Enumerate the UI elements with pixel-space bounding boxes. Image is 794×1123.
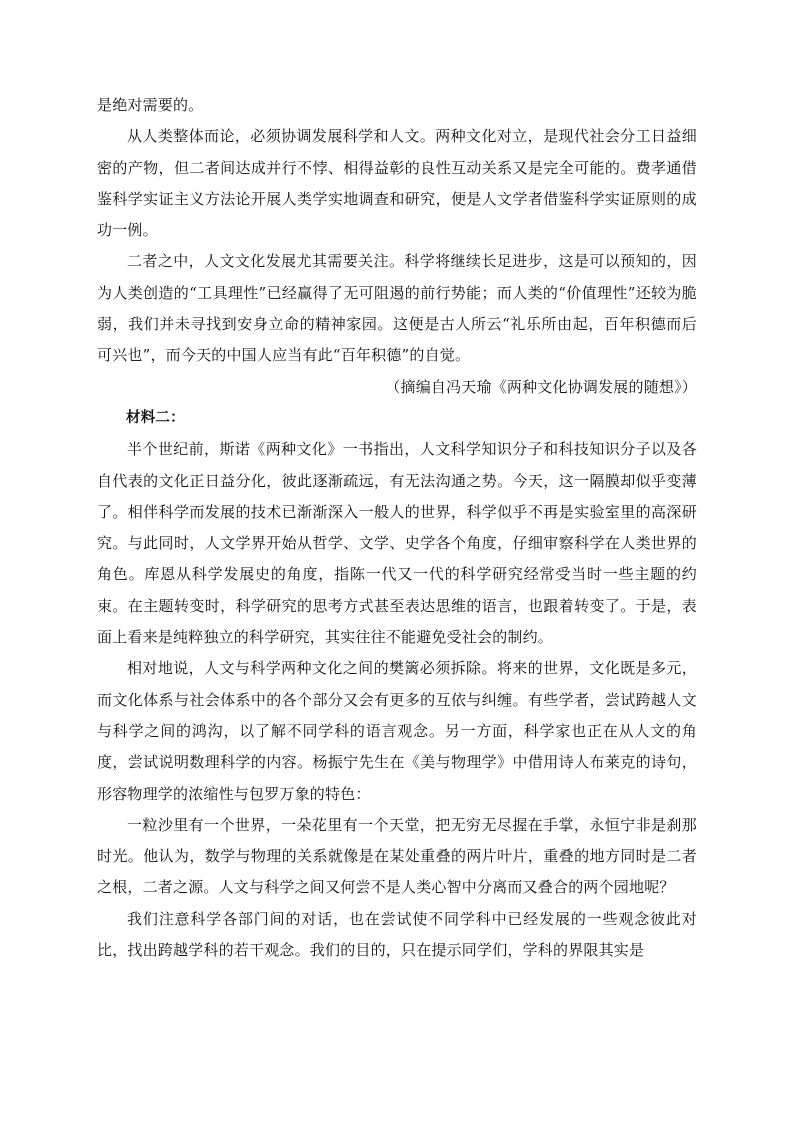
section-heading: 材料二： — [126, 409, 185, 426]
paragraph: 半个世纪前，斯诺《两种文化》一书指出，人文科学知识分子和科技知识分子以及各自代表的文化正日益分化，彼此逐渐疏远，有无法沟通之势。今天，这一隔膜却似乎变薄了。相伴科学而发展的技术已渐渐深入一般人的世界，科学似乎不再是实验室里的高深研究。与此同时，人文学界开始从哲学、文学、史学各个角度，仔细审察科学在人类世界的角色。库恩从科学发展史的角度，指陈一代又一代的科学研究经常受当时一些主题的约束。在主题转变时，科学研究的思考方式甚至表达思维的语言，也跟着转变了。于是，表面上看来是纯粹独立的科学研究，其实往往不能避免受社会的制约。 — [97, 440, 697, 647]
article-body — [97, 90, 697, 966]
paragraph: 二者之中，人文文化发展尤其需要关注。科学将继续长足进步，这是可以预知的，因为人类创造的“工具理性”已经赢得了无可阻遏的前行势能；而人类的“价值理性”还较为脆弱，我们并未寻找到安身立命的精神家园。这便是古人所云“礼乐所由起，百年积德而后可兴也”，而今天的中国人应当有此“百年积德”的自觉。 — [97, 252, 697, 365]
paragraph: 从人类整体而论，必须协调发展科学和人文。两种文化对立，是现代社会分工日益细密的产物，但二者间达成并行不悖、相得益彰的良性互动关系又是完全可能的。费孝通借鉴科学实证主义方法论开展人类学实地调查和研究，便是人文学者借鉴科学实证原则的成功一例。 — [97, 127, 697, 240]
paragraph: 一粒沙里有一个世界，一朵花里有一个天堂，把无穷无尽握在手掌，永恒宁非是刹那时光。他认为，数学与物理的关系就像是在某处重叠的两片叶片，重叠的地方同时是二者之根，二者之源。人文与科学之间又何尝不是人类心智中分离而又叠合的两个园地呢？ — [97, 815, 697, 897]
citation: （摘编自冯天瑜《两种文化协调发展的随想》） — [385, 377, 697, 396]
paragraph-continuation: 是绝对需要的。 — [97, 96, 204, 114]
paragraph: 相对地说，人文与科学两种文化之间的樊篱必须拆除。将来的世界，文化既是多元，而文化体系与社会体系中的各个部分又会有更多的互依与纠缠。有些学者，尝试跨越人文与科学之间的鸿沟，以了解不同学科的语言观念。另一方面，科学家也正在从人文的角度，尝试说明数理科学的内容。杨振宁先生在《美与物理学》中借用诗人布莱克的诗句，形容物理学的浓缩性与包罗万象的特色： — [97, 659, 697, 803]
paragraph: 我们注意科学各部门间的对话，也在尝试使不同学科中已经发展的一些观念彼此对比，找出跨越学科的若干观念。我们的目的，只在提示同学们，学科的界限其实是 — [97, 909, 697, 960]
